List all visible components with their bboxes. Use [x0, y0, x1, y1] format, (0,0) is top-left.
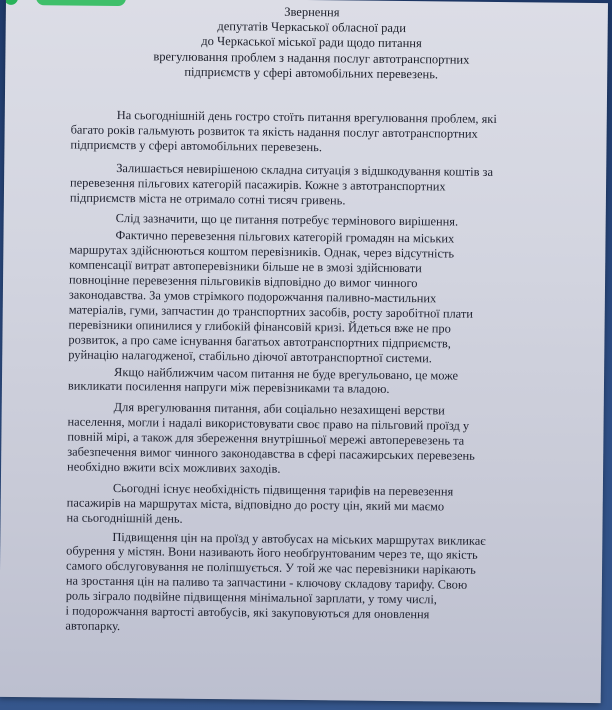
document-title: Звернення	[284, 4, 340, 20]
paragraph-line: підприємств у сфері автомобільних перевезень.	[70, 137, 323, 154]
paragraph-line: населення, могли і надалі використовувати своє право на пільговий проїзд у	[67, 414, 470, 433]
paragraph-line: на зростання цін на паливо та запчастини - ключову складову тарифу. Свою	[65, 573, 468, 592]
document-header	[101, 3, 522, 83]
paragraph-line: маршрутах здійснюються коштом перевізників. Однак, через відсутність	[69, 242, 455, 261]
paragraph-line: багато років гальмують розвиток та якість надання послуг автотранспортних	[70, 122, 478, 141]
paragraph	[68, 364, 580, 399]
paragraph-line: Залишається невирішеною складна ситуація з відшкодування коштів за	[116, 160, 494, 179]
document-subtitle-line: до Черкаської міської ради щодо питання	[201, 34, 422, 51]
paragraph-line: перевізники опинилися у глибокій фінансовій кризі. Йдеться вже не про	[68, 317, 451, 336]
paragraph-line: автопарку.	[65, 618, 121, 634]
paragraph	[65, 529, 578, 639]
paragraph-line: пасажирів на маршрутах міста, відповідно до росту цін, який ми маємо	[66, 495, 445, 514]
paragraph-line: обурення у містян. Вони називають його необґрунтованим через те, що якість	[66, 543, 478, 563]
paragraph-line: руйнацію налагодженої, стабільно діючої автотранспортної системи.	[68, 347, 432, 365]
paragraph-line: Підвищення цін на проїзд у автобусах на міських маршрутах викликає	[112, 529, 486, 548]
document-subtitle-line: врегулювання проблем з надання послуг автотранспортних	[153, 49, 470, 67]
paragraph-line: Якщо найближчим часом питання не буде врегульовано, це може	[114, 364, 459, 383]
paragraph-line: на сьогоднішній день.	[66, 510, 183, 526]
document-body	[65, 108, 583, 641]
paragraph-line: повноцінне перевезення пільговиків відповідно до вимог чинного	[68, 272, 418, 291]
paragraph-line: викликати посилення напруги між перевізниками та владою.	[67, 378, 390, 397]
paragraph-line: матеріалів, гуми, запчастин до транспортних засобів, росту заробітної плати	[68, 302, 474, 321]
paragraph-line: роль зіграло подвійне підвищення мінімальної зарплати, у тому числі,	[65, 588, 438, 607]
paragraph	[70, 160, 582, 210]
paragraph-line: самого обслуговування не поліпшується. У той же час перевізники нарікають	[65, 558, 476, 578]
paragraph-line: забезпечення вимог чинного законодавства в сфері пасажирських перевезень	[67, 444, 475, 463]
paragraph-line: перевезення пільгових категорій пасажирів. Кожне з автотранспортних	[70, 175, 446, 194]
document-subtitle-line: підприємств у сфері автомобільних перевезень.	[184, 64, 439, 82]
paragraph-line: Для врегулювання питання, аби соціально незахищені верстви	[113, 400, 445, 418]
paragraph-line: Фактично перевезення пільгових категорій громадян на міських	[115, 228, 455, 246]
paragraph-line: повній мірі, а також для збереження внутрішньої мережі автоперевезень та	[67, 429, 465, 448]
paragraph-line: необхідно вжити всіх можливих заходів.	[67, 459, 281, 476]
paragraph-line: законодавства. За умов стрімкого подорожчання паливно-мастильних	[68, 287, 437, 306]
document-subtitle-line: депутатів Черкаської обласної ради	[217, 19, 407, 36]
paragraph-line: компенсації витрат автоперевізники більше не в змозі здійснювати	[69, 257, 422, 276]
paragraph-line: і подорожчання вартості автобусів, які закуповуються для оновлення	[65, 603, 430, 622]
paragraph-line: розвиток, а про саме існування багатьох автотранспортних підприємств,	[68, 332, 451, 351]
paragraph	[68, 228, 581, 368]
paragraph-line: підприємств міста не отримало сотні тисяч гривень.	[69, 190, 346, 207]
paragraph	[67, 400, 580, 480]
paragraph-line: Сьогодні існує необхідність підвищення тарифів на перевезення	[112, 480, 454, 499]
paragraph-line: Слід зазначити, що це питання потребує термінового вирішення.	[115, 211, 459, 230]
paragraph	[70, 108, 582, 158]
green-marker-shape	[4, 0, 18, 5]
paragraph	[66, 480, 578, 530]
paragraph-line: На сьогоднішній день гостро стоїть питання врегулювання проблем, які	[116, 108, 497, 126]
